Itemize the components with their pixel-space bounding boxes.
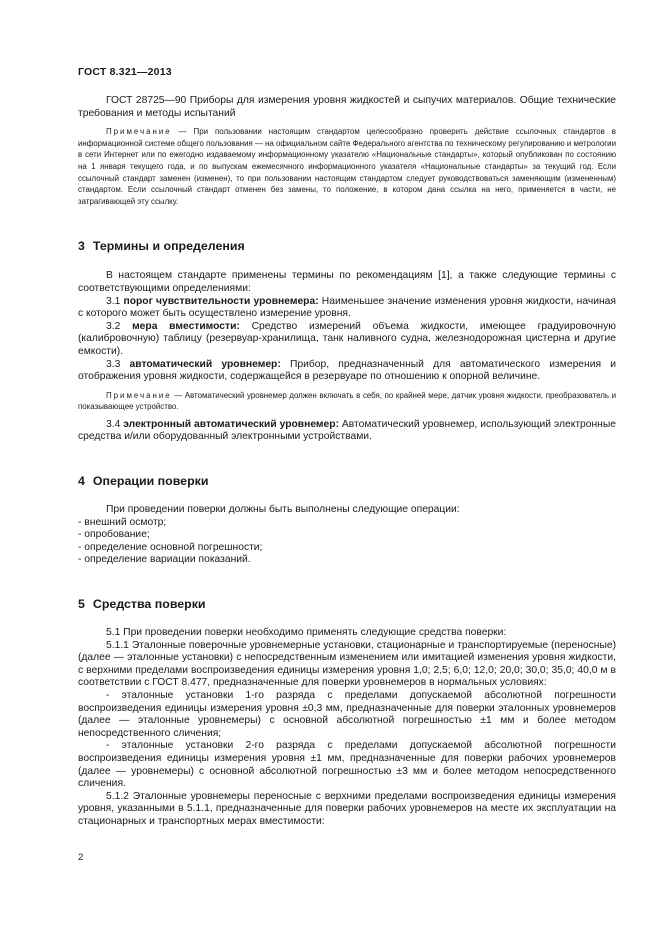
section-title: Средства поверки bbox=[92, 597, 206, 612]
note-label: Примечание bbox=[106, 127, 172, 137]
page-content bbox=[78, 95, 616, 829]
term-number: 3.4 bbox=[106, 418, 124, 430]
paragraph-5-1-1: 5.1.1 Эталонные поверочные уровнемерные установки, стационарные и транспортируемые (переносные) (далее — эталонные установки) с непосредственным изменением или имитацией изменения уровня жидкости, с верхними пределами воспроизведения единицы измерения уровня 1,0; 2,5; 6,0; 12,0; 20,0; 30,0; 35,0; 40,0 м в соответствии с ГОСТ 8.477, предназначенные для поверки уровнемеров в нормальных условиях: bbox=[78, 639, 616, 689]
operation-list-item: - внешний осмотр; bbox=[78, 516, 167, 528]
term-definition: Наименьшее значение изменения уровня жидкости, начиная с которого может быть осуществлено измерение уровня. bbox=[78, 295, 616, 320]
operation-list-item: - опробование; bbox=[78, 529, 150, 541]
note-label: Примечание bbox=[106, 390, 172, 400]
section-number: 3 bbox=[78, 239, 85, 254]
term-name: электронный автоматический уровнемер: bbox=[123, 418, 339, 430]
section-3-heading bbox=[78, 239, 616, 253]
term-3-3-note bbox=[78, 390, 616, 413]
note-text: — При пользовании настоящим стандартом целесообразно проверить действие ссылочных стандартов в информационной системе общего пользования — на официальном сайте Федерального агентства по техническому регулированию и метрологии в сети Интернет или по ежегодно издаваемому информационному указателю «Национальные стандарты», который опубликован по состоянию на 1 января текущего года, и по выпускам ежемесячного информационного указателя «Национальные стандарты» за текущий год. Если ссылочный стандарт заменен (изменен), то при пользовании настоящим стандартом следует руководствоваться заменяющим (измененным) стандартом. Если ссылочный стандарт отменен без замены, то положение, в котором дана ссылка на него, применяется в части, не затрагивающей эту ссылку. bbox=[78, 127, 616, 206]
term-number: 3.3 bbox=[106, 358, 130, 370]
term-3-4 bbox=[78, 419, 616, 444]
paragraph-5-1-1-item-1: - эталонные установки 1-го разряда с пределами допускаемой абсолютной погрешности воспроизведения единицы измерения уровня ±0,3 мм, предназначенные для поверки эталонных уровнемеров (далее — эталонные уровнемеры) с основной абсолютной погрешностью ±1 мм и более методом непосредственного сличения; bbox=[78, 690, 616, 739]
paragraph-5-1-1-item-2: - эталонные установки 2-го разряда с пределами допускаемой абсолютной погрешности воспроизведения единицы измерения уровня ±1 мм, предназначенные для поверки рабочих уровнемеров (далее — уровнемеры) с основной абсолютной погрешностью ±3 мм и более методом непосредственного сличения. bbox=[78, 740, 616, 790]
section-title: Термины и определения bbox=[92, 239, 245, 254]
term-definition: Автоматический уровнемер, использующий электронные средства и/или оборудованный электронными устройствами. bbox=[78, 418, 616, 443]
term-number: 3.2 bbox=[106, 320, 133, 332]
page-number: 2 bbox=[78, 852, 84, 863]
section-5-heading bbox=[78, 597, 616, 611]
section-number: 5 bbox=[78, 597, 85, 612]
term-name: порог чувствительности уровнемера: bbox=[123, 295, 319, 307]
normative-reference-note bbox=[78, 126, 616, 207]
term-name: автоматический уровнемер: bbox=[129, 358, 281, 370]
section-3-intro: В настоящем стандарте применены термины по рекомендациям [1], а также следующие термины с соответствующими определениями: bbox=[78, 270, 616, 294]
operation-list-item: - определение вариации показаний. bbox=[78, 554, 251, 566]
note-text: — Автоматический уровнемер должен включать в себя, по крайней мере, датчик уровня жидкости, преобразователь и показывающее устройство. bbox=[78, 390, 616, 412]
paragraph-5-1-2: 5.1.2 Эталонные уровнемеры переносные с верхними пределами воспроизведения единицы измерения уровня, указанными в 5.1.1, предназначенные для поверки рабочих уровнемеров на месте их эксплуатации на стационарных и транспортных мерах вместимости: bbox=[78, 790, 616, 827]
operation-list-item: - определение основной погрешности; bbox=[78, 541, 263, 553]
section-number: 4 bbox=[78, 474, 85, 489]
term-name: мера вместимости: bbox=[132, 320, 240, 332]
term-number: 3.1 bbox=[106, 295, 124, 307]
term-definition: Прибор, предназначенный для автоматического измерения и отображения уровня жидкости, содержащейся в резервуаре по отношению к опорной величине. bbox=[78, 358, 616, 383]
normative-reference-paragraph: ГОСТ 28725—90 Приборы для измерения уровня жидкостей и сыпучих материалов. Общие технические требования и методы испытаний bbox=[78, 95, 616, 119]
section-title: Операции поверки bbox=[92, 474, 209, 489]
section-4-intro: При проведении поверки должны быть выполнены следующие операции: bbox=[106, 504, 460, 516]
term-3-3 bbox=[78, 359, 616, 384]
term-3-1 bbox=[78, 296, 616, 321]
document-code-header: ГОСТ 8.321—2013 bbox=[78, 66, 172, 78]
paragraph-5-1: 5.1 При проведении поверки необходимо применять следующие средства поверки: bbox=[106, 627, 507, 639]
section-4-heading bbox=[78, 474, 616, 488]
term-definition: Средство измерений объема жидкости, имеющее градуировочную (калибровочную) таблицу (резервуар-хранилища, танк наливного судна, железнодорожная цистерна и другие емкости). bbox=[78, 320, 616, 357]
term-3-2 bbox=[78, 321, 616, 359]
